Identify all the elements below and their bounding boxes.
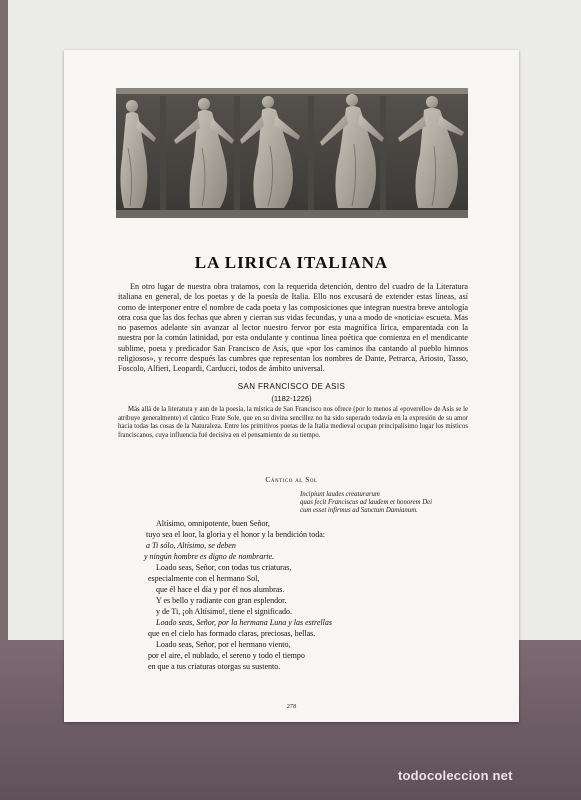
scanner-edge	[0, 0, 8, 640]
poem-verse: Loado seas, Señor, por la hermana Luna y las estrellas	[156, 618, 332, 627]
dancing-figures-frieze-image	[116, 88, 468, 218]
poem-verse: por el aire, el nublado, el sereno y todo el tiempo	[148, 651, 305, 660]
watermark-dot: .	[488, 768, 493, 783]
section-dates: (1182-1226)	[271, 394, 312, 403]
poem-verse: en que a tus criaturas otorgas su sustento.	[148, 662, 281, 671]
poem-verses	[144, 518, 484, 672]
poem-verse: Altísimo, omnipotente, buen Señor,	[156, 519, 270, 528]
intro-paragraph: En otro lugar de nuestra obra tratamos, con la requerida detención, dentro del cuadro de la Literatura italiana en general, de los poetas y de la poesía de Italia. Ello nos excusará de extender estas líneas, así como de interponer entre el nombre de cada poeta y las composiciones que integran nuestra breve antología otra cosa que las dos fechas que abren y cierran sus vidas fecundas, y una a modo de «noticia» escueta. Mas no pasemos adelante sin avanzar al lector nuestro fervor por esta magnífica lírica, emparentada con la nuestra por la común latinidad, por esta ondulante y continua línea poética que comienza en el mendicante sublime, poeta y predicador San Francisco de Asís, que «por los caminos iba cantando al pueblo himnos religiosos», y recorre después las cumbres que representan los nombres de Dante, Petrarca, Ariosto, Tasso, Foscolo, Alfieri, Leopardi, Carducci, todos de ámbito universal.	[118, 282, 468, 374]
poem-verse: Loado seas, Señor, por el hermano viento,	[156, 640, 291, 649]
page-number: 278	[286, 703, 297, 710]
section-heading: SAN FRANCISCO DE ASIS	[237, 382, 346, 391]
poem-epigraph	[300, 491, 500, 516]
section-paragraph: Más allá de la literatura y aun de la poesía, la mística de San Francisco nos ofrece (por lo menos al «poverello» de Asís se le atribuye generalmente) el cántico Frate Sole, que en su divina sencillez no ha sido superado todavía en la expresión de su amor hacia todas las cosas de la Naturaleza. Entre los primitivos poetas de la Italia medieval ocupan principalísimo lugar los místicos franciscanos, cuya influencia fué decisiva en el pensamiento de su tiempo.	[118, 406, 468, 439]
poem-verse: especialmente con el hermano Sol,	[148, 574, 260, 583]
site-watermark	[398, 768, 513, 783]
epigraph-line: quas fecit Franciscus ad laudem et honorem Dei	[300, 499, 433, 507]
poem-verse: y de Ti, ¡oh Altísimo!, tiene el significado.	[156, 607, 292, 616]
article-title: LA LIRICA ITALIANA	[194, 253, 389, 272]
poem-verse: a Ti sólo, Altísimo, se deben	[146, 541, 236, 550]
poem-verse: que en el cielo has formado claras, preciosas, bellas.	[148, 629, 316, 638]
poem-verse: Y es bello y radiante con gran esplendor.	[156, 596, 287, 605]
epigraph-line: cum esset infirmus ad Sanctum Damianum.	[300, 507, 418, 515]
epigraph-line: Incipiunt laudes creaturarum	[300, 491, 380, 498]
poem-verse: y ningún hombre es digno de nombrarte.	[144, 552, 275, 561]
book-page	[64, 50, 519, 722]
poem-verse: que él hace el día y por él nos alumbras.	[156, 585, 285, 594]
poem-verse: Loado seas, Señor, con todas tus criaturas,	[156, 563, 292, 572]
watermark-suffix: net	[492, 768, 513, 783]
poem-verse: tuyo sea el loor, la gloria y el honor y la bendición toda:	[146, 530, 325, 539]
poem-title: Cántico al Sol	[265, 475, 318, 484]
watermark-prefix: todocoleccion	[398, 768, 489, 783]
